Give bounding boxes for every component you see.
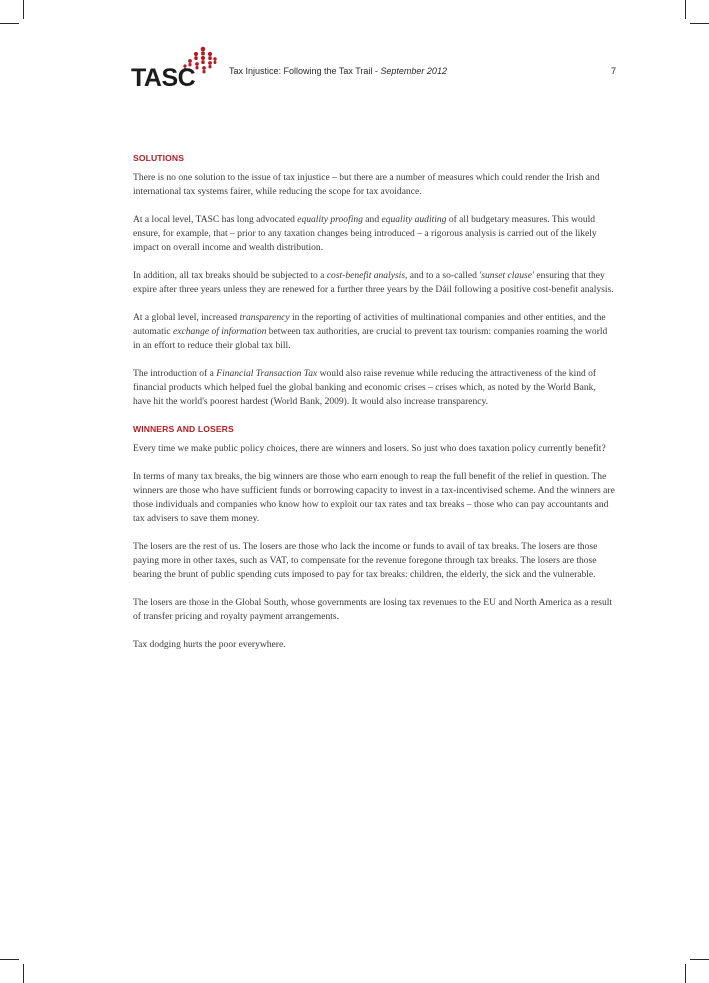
section-winners-and-losers — [133, 424, 616, 652]
running-header — [229, 66, 447, 76]
paragraph: In addition, all tax breaks should be subjected to a cost-benefit analysis, and to a so-called 'sunset clause' ensuring that they expire after three years unless they are renewed for a further three years by the Dáil following a positive cost-benefit analysis. — [133, 270, 614, 295]
paragraph: In terms of many tax breaks, the big winners are those who earn enough to reap the full benefit of the relief in question. The winners are those who have sufficient funds or borrowing capacity to invest in a tax-incentivised scheme. And the winners are those individuals and companies who know how to exploit our tax rates and tax breaks – those who can pay accountants and tax advisers to save them money. — [133, 471, 615, 524]
paragraph: At a local level, TASC has long advocated equality proofing and equality auditing of all budgetary measures. This would ensure, for example, that – prior to any taxation changes being introduced – a rigorous analysis is carried out of the likely impact on overall income and wealth distribution. — [133, 214, 597, 253]
crop-mark-top-left-v — [23, 0, 24, 19]
paragraph: The losers are those in the Global South, whose governments are losing tax revenues to the EU and North America as a result of transfer pricing and royalty payment arrangements. — [133, 597, 613, 622]
running-header-title: Tax Injustice: Following the Tax Trail - — [229, 66, 381, 76]
paragraph: The losers are the rest of us. The losers are those who lack the income or funds to avail of tax breaks. The losers are those paying more in other taxes, such as VAT, to compensate for the revenue foregone through tax breaks. The losers are those bearing the brunt of public spending cuts imposed to pay for tax breaks: children, the elderly, the sick and the vulnerable. — [133, 541, 598, 580]
crop-mark-bottom-left-h — [0, 959, 19, 960]
crop-mark-top-right-v — [685, 0, 686, 19]
paragraph: Every time we make public policy choices, there are winners and losers. So just who does taxation policy currently benefit? — [133, 443, 606, 454]
paragraph: The introduction of a Financial Transaction Tax would also raise revenue while reducing the attractiveness of the kind of financial products which helped fuel the global banking and economic crises – crises which, as noted by the World Bank, have hit the world's poorest hardest (World Bank, 2009). It would also increase transparency. — [133, 368, 597, 407]
crop-mark-bottom-right-h — [690, 959, 709, 960]
section-solutions — [133, 153, 616, 409]
paragraph: Tax dodging hurts the poor everywhere. — [133, 639, 286, 650]
crop-mark-top-right-h — [690, 23, 709, 24]
section-heading: SOLUTIONS — [133, 153, 185, 163]
crop-mark-bottom-left-v — [23, 964, 24, 983]
crop-mark-top-left-h — [0, 23, 19, 24]
paragraph: At a global level, increased transparency in the reporting of activities of multinational companies and other entities, and the automatic exchange of information between tax authorities, are crucial to prevent tax tourism: companies roaming the world in an effort to reduce their global tax bill. — [133, 312, 608, 351]
crop-mark-bottom-right-v — [685, 964, 686, 983]
page-body — [133, 153, 616, 666]
paragraph: There is no one solution to the issue of tax injustice – but there are a number of measures which could render the Irish and international tax systems fairer, while reducing the scope for tax avoidance. — [133, 172, 600, 197]
tasc-logo — [131, 46, 221, 90]
running-header-date: September 2012 — [380, 66, 447, 76]
page-number: 7 — [610, 66, 616, 76]
logo-wordmark: TASC — [131, 64, 196, 92]
section-heading: WINNERS AND LOSERS — [133, 424, 234, 434]
